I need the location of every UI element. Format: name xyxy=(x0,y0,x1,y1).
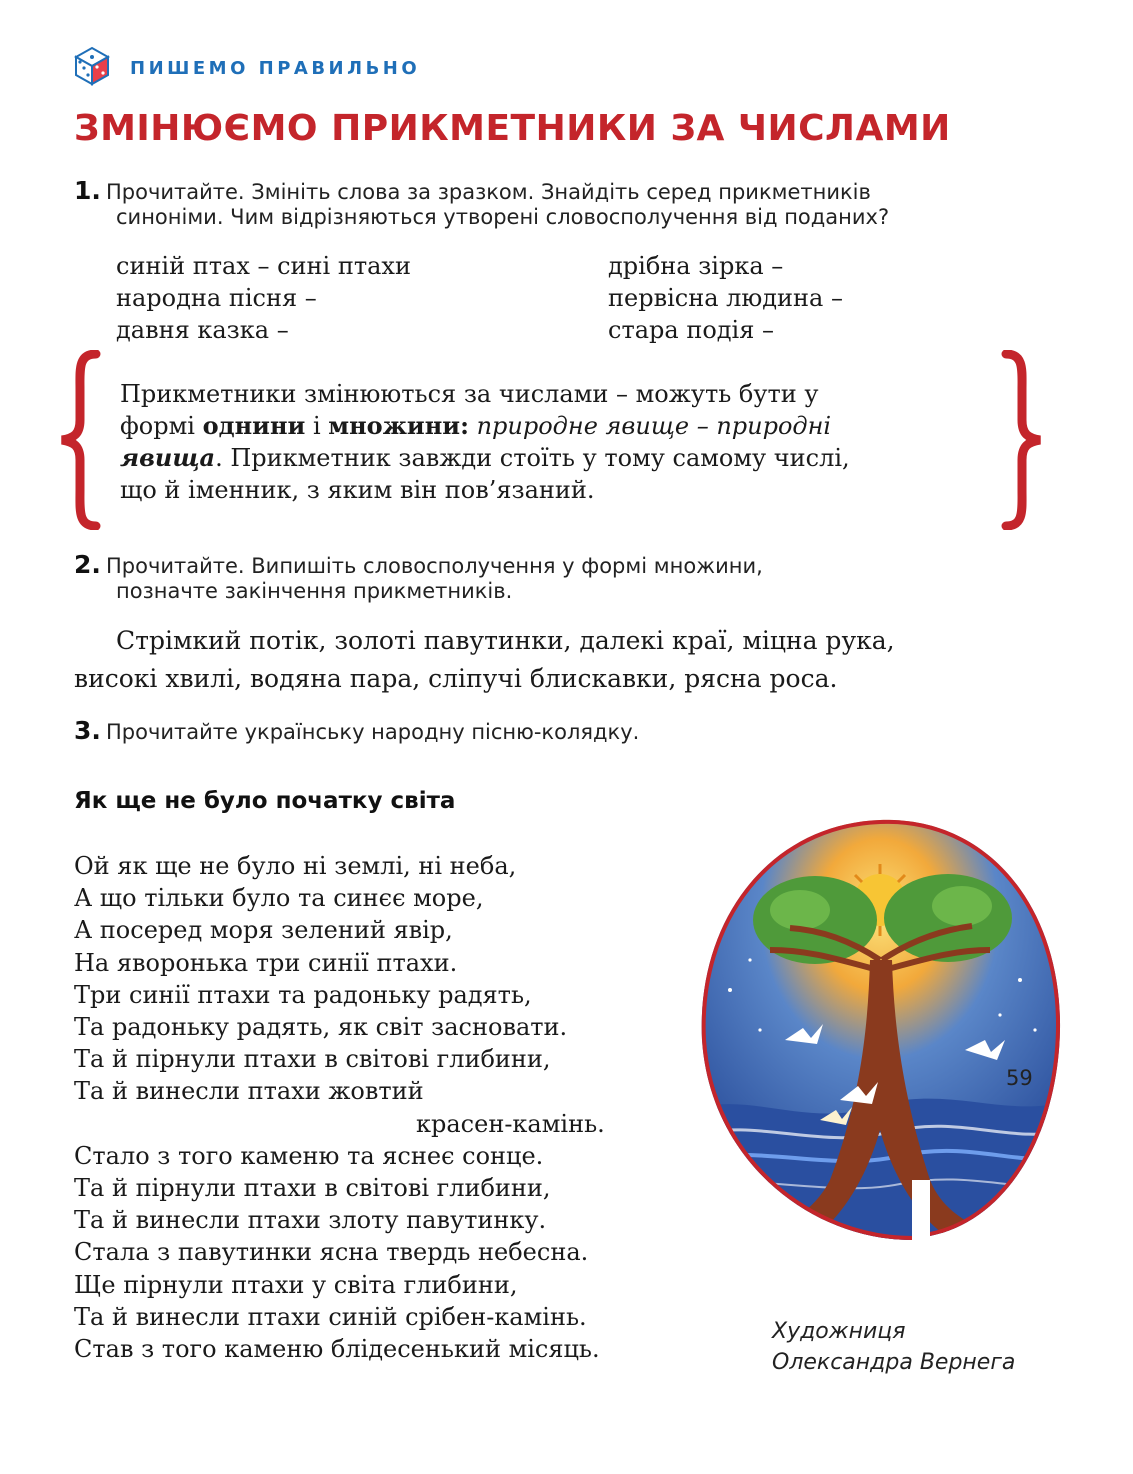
task-number: 1. xyxy=(74,176,101,205)
section-label: ПИШЕМО ПРАВИЛЬНО xyxy=(130,58,421,79)
page-number: 59 xyxy=(1006,1066,1033,1090)
poem-line: Стала з павутинки ясна твердь небесна. xyxy=(74,1238,589,1267)
word-pair: дрібна зірка – xyxy=(608,252,784,280)
poem-line: Та й винесли птахи жовтий xyxy=(74,1077,424,1106)
left-brace-icon xyxy=(58,350,102,530)
poem-line: Ще пірнули птахи у світа глибини, xyxy=(74,1270,518,1299)
task-text: Прочитайте. Випишіть словосполучення у формі множини, xyxy=(106,554,763,578)
poem-line: Ой як ще не було ні землі, ні неба, xyxy=(74,852,517,880)
poem-line: Та й пірнули птахи в світові глибини, xyxy=(74,1045,551,1074)
task-1-instruction xyxy=(74,176,1034,229)
task-text: синоніми. Чим відрізняються утворені словосполучення від поданих? xyxy=(116,205,890,229)
rule-line: що й іменник, з яким він пов’язаний. xyxy=(120,476,595,504)
task-number: 3. xyxy=(74,716,101,745)
task-3-instruction xyxy=(74,716,639,745)
poem-line: А посеред моря зелений явір, xyxy=(74,916,453,945)
poem xyxy=(74,850,714,1365)
task-2-instruction xyxy=(74,550,1034,603)
rule-box xyxy=(120,378,982,506)
right-brace-icon xyxy=(1000,350,1044,530)
word-pair: синій птах – сині птахи xyxy=(116,252,411,280)
poem-title: Як ще не було початку світа xyxy=(74,788,456,814)
poem-line: Став з того каменю блідесенький місяць. xyxy=(74,1335,600,1364)
rule-text: . Прикметник завжди стоїть у тому самому числі, xyxy=(215,444,850,472)
poem-line: красен-камінь. xyxy=(416,1109,605,1138)
caption-line: Художниця xyxy=(772,1319,906,1344)
caption-line: Олександра Вернега xyxy=(772,1350,1016,1375)
poem-line: Та й пірнули птахи в світові глибини, xyxy=(74,1174,551,1203)
poem-line: Та й винесли птахи злоту павутинку. xyxy=(74,1206,547,1235)
text-line: Стрімкий потік, золоті павутинки, далекі краї, міцна рука, xyxy=(116,626,895,655)
rule-example: природне явище – природні xyxy=(468,412,832,440)
word-pair: первісна людина – xyxy=(608,284,843,312)
poem-line: Та й винесли птахи синій срібен-камінь. xyxy=(74,1302,587,1331)
text-line: високі хвилі, водяна пара, сліпучі блискавки, рясна роса. xyxy=(74,664,838,693)
rule-text: і xyxy=(305,412,329,440)
rule-line xyxy=(120,442,982,474)
word-pair: давня казка – xyxy=(116,316,289,344)
illustration-caption xyxy=(772,1316,1015,1378)
page-title: ЗМІНЮЄМО ПРИКМЕТНИКИ ЗА ЧИСЛАМИ xyxy=(74,108,951,149)
rule-line xyxy=(120,410,982,442)
task-text: позначте закінчення прикметників. xyxy=(116,579,513,603)
poem-line: Та радоньку радять, як світ засновати. xyxy=(74,1013,568,1042)
word-pairs-left xyxy=(116,250,411,346)
rule-example: явища xyxy=(120,443,216,472)
word-pairs-right xyxy=(608,250,843,346)
rule-line: Прикметники змінюються за числами – можуть бути у xyxy=(120,380,819,408)
word-pair: стара подія – xyxy=(608,316,774,344)
task-text: Прочитайте. Змініть слова за зразком. Знайдіть серед прикметників xyxy=(106,180,871,204)
task-2-text xyxy=(74,622,1034,698)
rule-bold-plural: множини: xyxy=(328,411,469,440)
tree-of-life-painting xyxy=(690,800,1070,1260)
poem-line: Стало з того каменю та яснеє сонце. xyxy=(74,1141,544,1170)
task-number: 2. xyxy=(74,550,101,579)
dice-cube-icon xyxy=(74,46,110,86)
poem-line: Три синії птахи та радоньку радять, xyxy=(74,980,532,1009)
task-text: Прочитайте українську народну пісню-колядку. xyxy=(106,720,640,744)
word-pair: народна пісня – xyxy=(116,284,317,312)
rule-text: формі xyxy=(120,412,203,440)
rule-bold-singular: однини xyxy=(202,411,306,440)
poem-line: На яворонька три синії птахи. xyxy=(74,948,458,977)
poem-line: А що тільки було та синєє море, xyxy=(74,884,484,913)
